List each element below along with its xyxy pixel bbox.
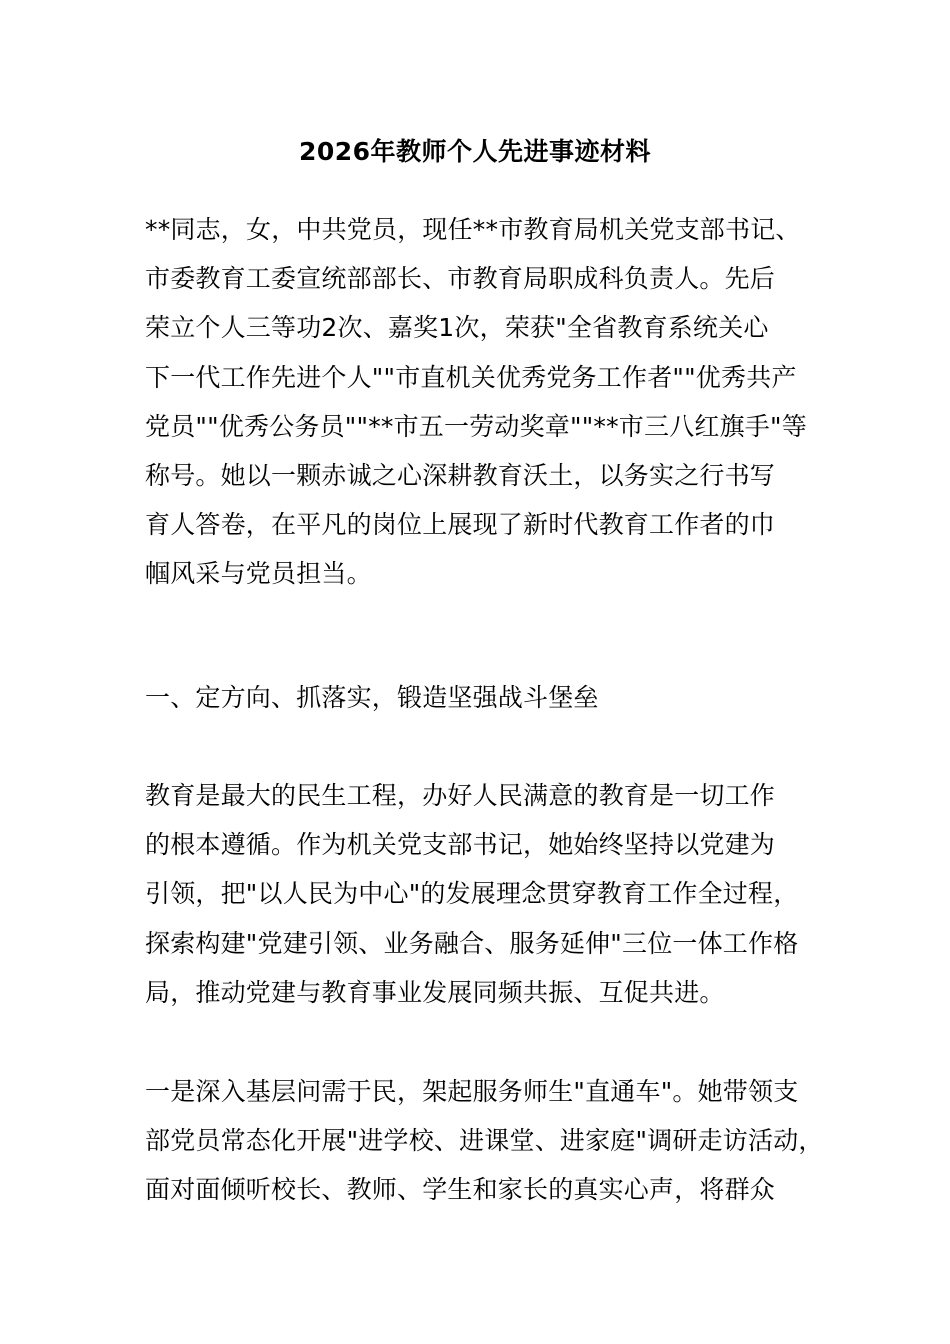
paragraph-section-1 (145, 771, 825, 1017)
paragraph-intro (145, 205, 825, 599)
paragraph-line: 称号。她以一颗赤诚之心深耕教育沃土，以务实之行书写 (145, 460, 776, 490)
paragraph-line: **同志，女，中共党员，现任**市教育局机关党支部书记、 (145, 215, 801, 244)
paragraph-line: 引领，把"以人民为中心"的发展理念贯穿教育工作全过程， (145, 879, 799, 909)
section-heading (145, 673, 825, 722)
paragraph-line: 市委教育工委宣统部部长、市教育局职成科负责人。先后 (145, 264, 776, 294)
paragraph-point-1 (145, 1067, 825, 1215)
section-heading-text: 一、定方向、抓落实，锻造坚强战斗堡垒 (145, 683, 599, 712)
paragraph-line: 探索构建"党建引领、业务融合、服务延伸"三位一体工作格 (145, 928, 799, 958)
document-title: 2026年教师个人先进事迹材料 (298, 137, 652, 166)
paragraph-line: 面对面倾听校长、教师、学生和家长的真实心声，将群众 (145, 1175, 776, 1205)
paragraph-line: 党员""优秀公务员""**市五一劳动奖章""**市三八红旗手"等 (145, 411, 807, 441)
paragraph-line: 的根本遵循。作为机关党支部书记，她始终坚持以党建为 (145, 830, 776, 860)
paragraph-line: 部党员常态化开展"进学校、进课堂、进家庭"调研走访活动， (145, 1126, 824, 1156)
paragraph-line: 局，推动党建与教育事业发展同频共振、互促共进。 (145, 977, 725, 1007)
paragraph-line: 育人答卷，在平凡的岗位上展现了新时代教育工作者的巾 (145, 510, 776, 540)
paragraph-line: 荣立个人三等功2次、嘉奖1次，荣获"全省教育系统关心 (145, 313, 769, 343)
paragraph-line: 帼风采与党员担当。 (145, 559, 372, 589)
paragraph-line: 下一代工作先进个人""市直机关优秀党务工作者""优秀共产 (145, 362, 797, 392)
paragraph-line: 一是深入基层问需于民，架起服务师生"直通车"。她带领支 (145, 1077, 799, 1106)
paragraph-line: 教育是最大的民生工程，办好人民满意的教育是一切工作 (145, 781, 776, 810)
